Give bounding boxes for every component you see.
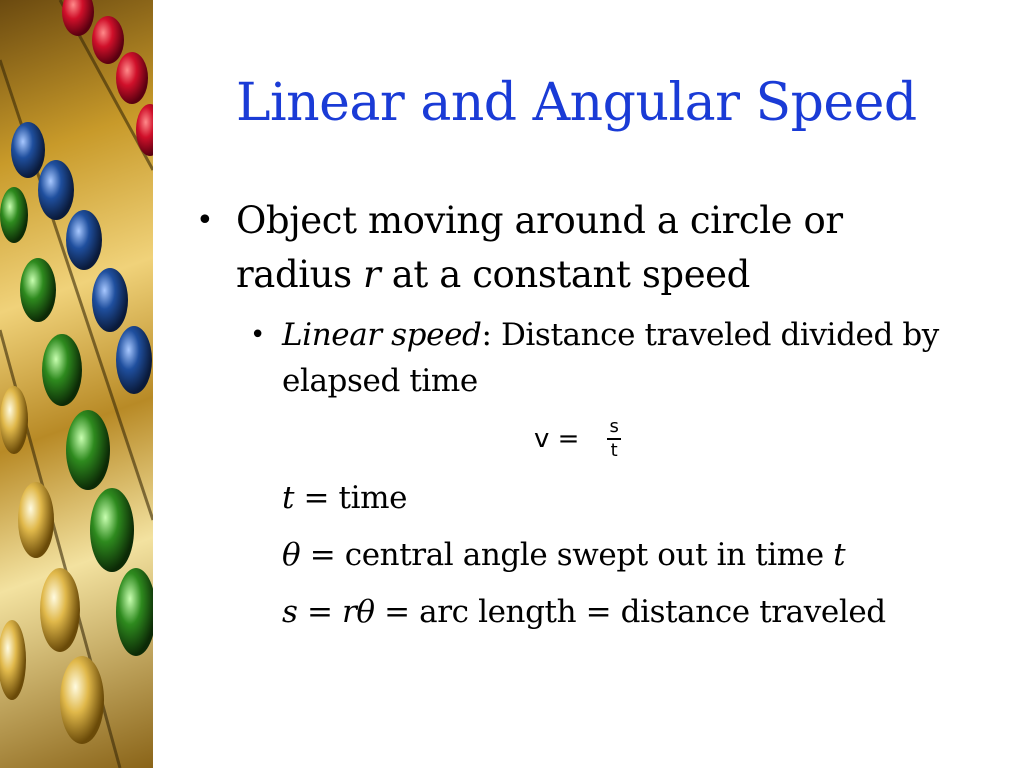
definition-theta: θ = central angle swept out in time t: [282, 537, 846, 573]
linear-speed-term: Linear speed: [282, 317, 482, 353]
formula-fraction: [607, 417, 620, 462]
bullet-level-1-text: Object moving around a circle or radius r at a constant speed: [236, 199, 843, 296]
definition-s: s = rθ = arc length = distance traveled: [282, 594, 886, 630]
slide-title: Linear and Angular Speed: [236, 73, 917, 133]
formula-numerator: s: [607, 417, 620, 440]
bullet-level-2: [250, 312, 980, 404]
formula-denominator: t: [610, 439, 618, 461]
bullet-dot-icon: •: [196, 203, 214, 238]
bullet-dot-icon: •: [250, 320, 266, 350]
definition-t: t = time: [282, 480, 408, 516]
bullet-level-1: [196, 194, 936, 302]
abacus-beads-image: [0, 0, 153, 768]
formula-lhs: v =: [534, 424, 580, 454]
speed-formula: [534, 412, 621, 466]
bullet-level-2-text: Linear speed: Distance traveled divided by elapsed time: [282, 317, 939, 399]
